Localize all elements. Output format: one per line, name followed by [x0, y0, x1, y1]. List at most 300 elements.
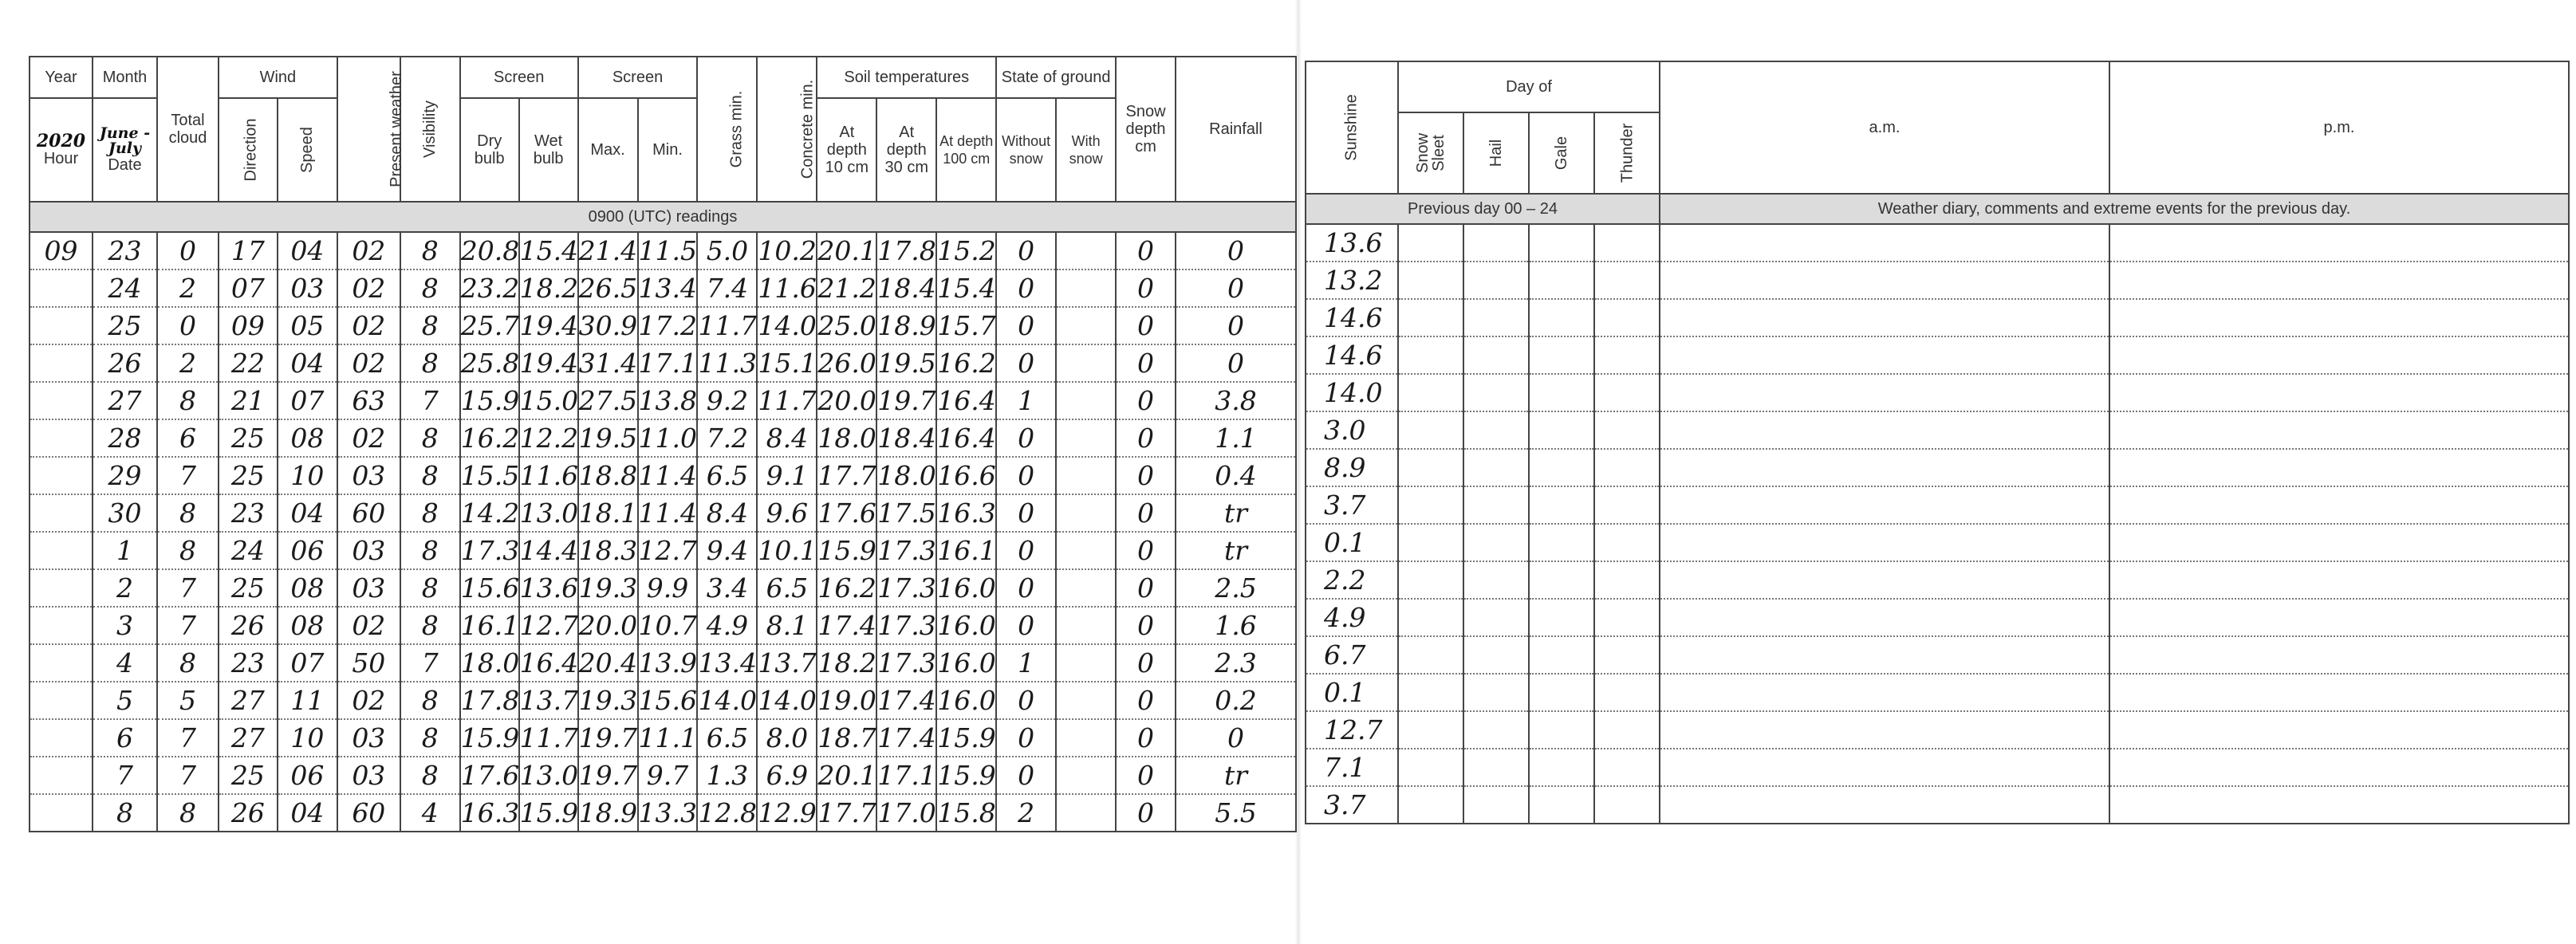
soil-100cm-cell: 16.4	[936, 419, 996, 457]
pm-diary-cell	[2109, 486, 2569, 524]
rainfall-cell: 2.5	[1176, 569, 1296, 607]
table-row	[30, 232, 1296, 269]
without-snow-cell: 0	[996, 269, 1056, 307]
total-cloud-cell: 8	[157, 794, 219, 832]
present-weather-cell: 63	[337, 382, 400, 419]
max-cell: 19.7	[578, 719, 638, 757]
dry-bulb-cell: 15.6	[460, 569, 519, 607]
pm-diary-cell	[2109, 674, 2569, 711]
grass-min-cell: 8.4	[697, 494, 757, 532]
without-snow-cell: 0	[996, 344, 1056, 382]
hour-cell	[30, 607, 93, 644]
table-row	[30, 307, 1296, 344]
sunshine-cell: 14.0	[1306, 374, 1398, 411]
diary-sheet	[1305, 61, 2568, 824]
pm-diary-cell	[2109, 449, 2569, 486]
am-diary-cell	[1660, 786, 2109, 824]
thunder-cell	[1594, 674, 1660, 711]
soil-10cm-cell: 18.7	[817, 719, 876, 757]
table-row	[30, 682, 1296, 719]
screen-header-2: Screen	[578, 57, 698, 98]
without-snow-cell: 0	[996, 419, 1056, 457]
rainfall-cell: 1.1	[1176, 419, 1296, 457]
present-weather-cell: 02	[337, 344, 400, 382]
wind-direction-cell: 22	[219, 344, 278, 382]
date-cell: 29	[93, 457, 157, 494]
dry-bulb-cell: 15.5	[460, 457, 519, 494]
wind-speed-cell: 05	[278, 307, 337, 344]
rainfall-cell: 0	[1176, 307, 1296, 344]
concrete-min-cell: 11.6	[757, 269, 817, 307]
soil-10cm-cell: 25.0	[817, 307, 876, 344]
wet-bulb-cell: 11.6	[519, 457, 578, 494]
screen-header-1: Screen	[460, 57, 578, 98]
readings-table	[29, 56, 1297, 832]
table-row	[30, 532, 1296, 569]
present-weather-cell: 50	[337, 644, 400, 682]
snow-depth-cell: 0	[1116, 682, 1176, 719]
diary-band: Weather diary, comments and extreme events for the previous day.	[1660, 194, 2569, 224]
soil-10cm-cell: 18.2	[817, 644, 876, 682]
thunder-cell	[1594, 411, 1660, 449]
dry-bulb-cell: 15.9	[460, 719, 519, 757]
visibility-cell: 8	[400, 682, 460, 719]
thunder-cell	[1594, 486, 1660, 524]
max-cell: 18.3	[578, 532, 638, 569]
readings-band: 0900 (UTC) readings	[30, 202, 1296, 232]
snow-depth-cell: 0	[1116, 307, 1176, 344]
pm-diary-cell	[2109, 336, 2569, 374]
date-cell: 8	[93, 794, 157, 832]
wind-speed-cell: 08	[278, 569, 337, 607]
visibility-cell: 8	[400, 457, 460, 494]
visibility-cell: 8	[400, 269, 460, 307]
without-snow-header: Without snow	[996, 98, 1056, 202]
snow-depth-header: Snow depth cm	[1116, 57, 1176, 202]
pm-diary-cell	[2109, 524, 2569, 561]
table-row	[1306, 711, 2569, 749]
snow-depth-cell: 0	[1116, 719, 1176, 757]
min-cell: 17.1	[638, 344, 698, 382]
present-weather-cell: 02	[337, 419, 400, 457]
date-cell: 27	[93, 382, 157, 419]
present-weather-cell: 02	[337, 232, 400, 269]
grass-min-cell: 9.4	[697, 532, 757, 569]
rainfall-cell: 1.6	[1176, 607, 1296, 644]
max-cell: 19.3	[578, 569, 638, 607]
wind-direction-cell: 26	[219, 607, 278, 644]
gale-cell	[1529, 374, 1594, 411]
without-snow-cell: 0	[996, 494, 1056, 532]
total-cloud-cell: 2	[157, 344, 219, 382]
snow-depth-cell: 0	[1116, 757, 1176, 794]
date-cell: 4	[93, 644, 157, 682]
total-cloud-cell: 7	[157, 719, 219, 757]
present-weather-cell: 60	[337, 794, 400, 832]
table-row	[1306, 224, 2569, 262]
min-cell: 13.3	[638, 794, 698, 832]
am-diary-cell	[1660, 561, 2109, 599]
gale-cell	[1529, 299, 1594, 336]
present-weather-cell: 60	[337, 494, 400, 532]
min-cell: 17.2	[638, 307, 698, 344]
soil-10cm-cell: 20.0	[817, 382, 876, 419]
hail-cell	[1463, 711, 1529, 749]
readings-body	[30, 232, 1296, 832]
date-label: Date	[108, 156, 142, 174]
visibility-cell: 8	[400, 757, 460, 794]
without-snow-cell: 0	[996, 532, 1056, 569]
wind-direction-cell: 24	[219, 532, 278, 569]
wet-bulb-cell: 13.7	[519, 682, 578, 719]
rainfall-cell: tr	[1176, 757, 1296, 794]
grass-min-cell: 14.0	[697, 682, 757, 719]
wind-direction-cell: 17	[219, 232, 278, 269]
hour-cell	[30, 569, 93, 607]
soil-100cm-cell: 16.6	[936, 457, 996, 494]
table-row	[1306, 336, 2569, 374]
snow-sleet-cell	[1398, 786, 1463, 824]
snow-sleet-cell	[1398, 486, 1463, 524]
present-weather-cell: 02	[337, 607, 400, 644]
min-header: Min.	[638, 98, 698, 202]
wet-bulb-cell: 15.4	[519, 232, 578, 269]
visibility-cell: 8	[400, 494, 460, 532]
with-snow-cell	[1056, 307, 1116, 344]
pm-diary-cell	[2109, 224, 2569, 262]
concrete-min-cell: 9.6	[757, 494, 817, 532]
date-cell: 6	[93, 719, 157, 757]
present-weather-cell: 02	[337, 269, 400, 307]
snow-depth-cell: 0	[1116, 569, 1176, 607]
snow-sleet-cell	[1398, 374, 1463, 411]
snow-sleet-header: Snow Sleet	[1398, 112, 1463, 194]
diary-body	[1306, 224, 2569, 824]
with-snow-header: With snow	[1056, 98, 1116, 202]
wind-speed-cell: 08	[278, 419, 337, 457]
am-diary-cell	[1660, 524, 2109, 561]
wind-speed-cell: 08	[278, 607, 337, 644]
snow-sleet-cell	[1398, 262, 1463, 299]
rainfall-cell: 3.8	[1176, 382, 1296, 419]
gale-cell	[1529, 411, 1594, 449]
wind-header: Wind	[219, 57, 337, 98]
soil-100cm-cell: 15.7	[936, 307, 996, 344]
max-cell: 18.8	[578, 457, 638, 494]
concrete-min-cell: 6.5	[757, 569, 817, 607]
with-snow-cell	[1056, 794, 1116, 832]
sunshine-cell: 12.7	[1306, 711, 1398, 749]
date-cell: 28	[93, 419, 157, 457]
snow-sleet-cell	[1398, 411, 1463, 449]
soil-100cm-cell: 15.8	[936, 794, 996, 832]
wind-speed-cell: 06	[278, 532, 337, 569]
am-diary-cell	[1660, 374, 2109, 411]
snow-depth-cell: 0	[1116, 457, 1176, 494]
wind-speed-cell: 04	[278, 494, 337, 532]
soil-100cm-cell: 16.1	[936, 532, 996, 569]
soil-100cm-cell: 15.9	[936, 719, 996, 757]
table-row	[1306, 599, 2569, 636]
pm-header: p.m.	[2109, 61, 2569, 194]
wet-bulb-cell: 12.2	[519, 419, 578, 457]
total-cloud-cell: 0	[157, 307, 219, 344]
hour-cell	[30, 382, 93, 419]
hail-cell	[1463, 674, 1529, 711]
gale-cell	[1529, 449, 1594, 486]
without-snow-cell: 1	[996, 644, 1056, 682]
thunder-cell	[1594, 262, 1660, 299]
present-weather-cell: 03	[337, 457, 400, 494]
max-cell: 19.3	[578, 682, 638, 719]
with-snow-cell	[1056, 757, 1116, 794]
date-cell: 3	[93, 607, 157, 644]
total-cloud-cell: 8	[157, 532, 219, 569]
soil-100cm-cell: 16.3	[936, 494, 996, 532]
without-snow-cell: 0	[996, 682, 1056, 719]
rainfall-cell: 0	[1176, 719, 1296, 757]
wet-bulb-cell: 13.0	[519, 757, 578, 794]
snow-depth-cell: 0	[1116, 419, 1176, 457]
visibility-cell: 4	[400, 794, 460, 832]
concrete-min-cell: 13.7	[757, 644, 817, 682]
table-row	[30, 269, 1296, 307]
without-snow-cell: 0	[996, 757, 1056, 794]
table-row	[1306, 411, 2569, 449]
soil-30cm-cell: 19.7	[876, 382, 936, 419]
soil-30cm-cell: 17.3	[876, 532, 936, 569]
snow-sleet-cell	[1398, 599, 1463, 636]
present-weather-cell: 03	[337, 757, 400, 794]
pm-diary-cell	[2109, 411, 2569, 449]
year-header: Year	[30, 57, 93, 98]
thunder-cell	[1594, 449, 1660, 486]
gale-cell	[1529, 674, 1594, 711]
hour-cell	[30, 644, 93, 682]
dry-bulb-cell: 18.0	[460, 644, 519, 682]
concrete-min-cell: 12.9	[757, 794, 817, 832]
wind-speed-cell: 10	[278, 719, 337, 757]
hour-cell	[30, 269, 93, 307]
am-diary-cell	[1660, 262, 2109, 299]
present-weather-cell: 02	[337, 307, 400, 344]
max-cell: 21.4	[578, 232, 638, 269]
thunder-cell	[1594, 299, 1660, 336]
soil-10cm-cell: 17.7	[817, 457, 876, 494]
hour-cell	[30, 757, 93, 794]
present-weather-cell: 03	[337, 532, 400, 569]
soil-temperatures-header: Soil temperatures	[817, 57, 996, 98]
concrete-min-header: Concrete min.	[757, 57, 817, 202]
depth-10cm-header: At depth 10 cm	[817, 98, 876, 202]
snow-sleet-cell	[1398, 524, 1463, 561]
hail-cell	[1463, 524, 1529, 561]
max-cell: 19.5	[578, 419, 638, 457]
without-snow-cell: 0	[996, 719, 1056, 757]
thunder-cell	[1594, 561, 1660, 599]
dry-bulb-cell: 23.2	[460, 269, 519, 307]
with-snow-cell	[1056, 682, 1116, 719]
gale-cell	[1529, 786, 1594, 824]
snow-depth-cell: 0	[1116, 344, 1176, 382]
snow-depth-cell: 0	[1116, 532, 1176, 569]
wind-speed-cell: 03	[278, 269, 337, 307]
day-of-header: Day of	[1398, 61, 1660, 112]
diary-table	[1305, 61, 2570, 824]
pm-diary-cell	[2109, 561, 2569, 599]
thunder-header: Thunder	[1594, 112, 1660, 194]
soil-30cm-cell: 18.4	[876, 269, 936, 307]
pm-diary-cell	[2109, 711, 2569, 749]
with-snow-cell	[1056, 644, 1116, 682]
snow-sleet-cell	[1398, 561, 1463, 599]
concrete-min-cell: 9.1	[757, 457, 817, 494]
hail-cell	[1463, 561, 1529, 599]
am-diary-cell	[1660, 711, 2109, 749]
soil-30cm-cell: 17.3	[876, 607, 936, 644]
pm-diary-cell	[2109, 262, 2569, 299]
gale-cell	[1529, 749, 1594, 786]
total-cloud-cell: 8	[157, 382, 219, 419]
speed-header: Speed	[278, 98, 337, 202]
date-cell: 1	[93, 532, 157, 569]
pm-diary-cell	[2109, 786, 2569, 824]
snow-sleet-cell	[1398, 711, 1463, 749]
gale-cell	[1529, 636, 1594, 674]
total-cloud-cell: 0	[157, 232, 219, 269]
with-snow-cell	[1056, 269, 1116, 307]
rainfall-cell: 0	[1176, 269, 1296, 307]
snow-depth-cell: 0	[1116, 269, 1176, 307]
concrete-min-cell: 8.0	[757, 719, 817, 757]
date-cell: 25	[93, 307, 157, 344]
wind-speed-cell: 11	[278, 682, 337, 719]
soil-30cm-cell: 17.4	[876, 719, 936, 757]
visibility-header: Visibility	[400, 57, 460, 202]
wet-bulb-cell: 13.0	[519, 494, 578, 532]
am-diary-cell	[1660, 449, 2109, 486]
am-header: a.m.	[1660, 61, 2109, 194]
without-snow-cell: 1	[996, 382, 1056, 419]
snow-sleet-cell	[1398, 449, 1463, 486]
max-cell: 20.4	[578, 644, 638, 682]
month-header: Month	[93, 57, 157, 98]
gale-cell	[1529, 486, 1594, 524]
wet-bulb-cell: 12.7	[519, 607, 578, 644]
min-cell: 12.7	[638, 532, 698, 569]
pm-diary-cell	[2109, 636, 2569, 674]
without-snow-cell: 0	[996, 232, 1056, 269]
with-snow-cell	[1056, 719, 1116, 757]
depth-30cm-header: At depth 30 cm	[876, 98, 936, 202]
am-diary-cell	[1660, 636, 2109, 674]
min-cell: 13.4	[638, 269, 698, 307]
hail-cell	[1463, 449, 1529, 486]
year-value: 2020	[36, 131, 86, 151]
hour-cell: 09	[30, 232, 93, 269]
am-diary-cell	[1660, 411, 2109, 449]
wind-direction-cell: 26	[219, 794, 278, 832]
date-cell: 24	[93, 269, 157, 307]
present-weather-header: Present weather	[337, 57, 400, 202]
snow-depth-cell: 0	[1116, 232, 1176, 269]
thunder-cell	[1594, 336, 1660, 374]
min-cell: 10.7	[638, 607, 698, 644]
with-snow-cell	[1056, 569, 1116, 607]
rainfall-cell: 0.4	[1176, 457, 1296, 494]
grass-min-header: Grass min.	[697, 57, 757, 202]
dry-bulb-cell: 16.3	[460, 794, 519, 832]
table-row	[30, 344, 1296, 382]
rainfall-header: Rainfall	[1176, 57, 1296, 202]
rainfall-cell: 2.3	[1176, 644, 1296, 682]
table-row	[30, 382, 1296, 419]
dry-bulb-header: Dry bulb	[460, 98, 519, 202]
soil-10cm-cell: 18.0	[817, 419, 876, 457]
concrete-min-cell: 6.9	[757, 757, 817, 794]
grass-min-cell: 4.9	[697, 607, 757, 644]
table-row	[1306, 674, 2569, 711]
snow-sleet-cell	[1398, 636, 1463, 674]
soil-10cm-cell: 21.2	[817, 269, 876, 307]
pm-diary-cell	[2109, 299, 2569, 336]
thunder-cell	[1594, 524, 1660, 561]
snow-sleet-cell	[1398, 299, 1463, 336]
date-cell: 26	[93, 344, 157, 382]
min-cell: 13.9	[638, 644, 698, 682]
with-snow-cell	[1056, 232, 1116, 269]
soil-10cm-cell: 17.6	[817, 494, 876, 532]
min-cell: 13.8	[638, 382, 698, 419]
present-weather-cell: 03	[337, 569, 400, 607]
table-row	[1306, 524, 2569, 561]
dry-bulb-cell: 16.1	[460, 607, 519, 644]
thunder-cell	[1594, 711, 1660, 749]
gale-cell	[1529, 336, 1594, 374]
soil-100cm-cell: 15.2	[936, 232, 996, 269]
wet-bulb-cell: 14.4	[519, 532, 578, 569]
snow-depth-cell: 0	[1116, 494, 1176, 532]
hail-cell	[1463, 299, 1529, 336]
table-row	[30, 607, 1296, 644]
hour-cell	[30, 494, 93, 532]
table-row	[30, 419, 1296, 457]
state-of-ground-header: State of ground	[996, 57, 1116, 98]
snow-sleet-cell	[1398, 749, 1463, 786]
grass-min-cell: 6.5	[697, 457, 757, 494]
soil-10cm-cell: 15.9	[817, 532, 876, 569]
wind-direction-cell: 25	[219, 569, 278, 607]
rainfall-cell: tr	[1176, 494, 1296, 532]
soil-100cm-cell: 16.0	[936, 569, 996, 607]
table-row	[30, 494, 1296, 532]
sunshine-cell: 13.2	[1306, 262, 1398, 299]
min-cell: 11.5	[638, 232, 698, 269]
concrete-min-cell: 8.1	[757, 607, 817, 644]
soil-100cm-cell: 16.4	[936, 382, 996, 419]
soil-30cm-cell: 17.5	[876, 494, 936, 532]
hail-cell	[1463, 599, 1529, 636]
am-diary-cell	[1660, 224, 2109, 262]
hour-cell	[30, 794, 93, 832]
soil-10cm-cell: 17.4	[817, 607, 876, 644]
hour-cell	[30, 344, 93, 382]
table-row	[30, 644, 1296, 682]
hour-cell	[30, 419, 93, 457]
wet-bulb-cell: 15.0	[519, 382, 578, 419]
sunshine-header: Sunshine	[1306, 61, 1398, 194]
total-cloud-cell: 7	[157, 569, 219, 607]
